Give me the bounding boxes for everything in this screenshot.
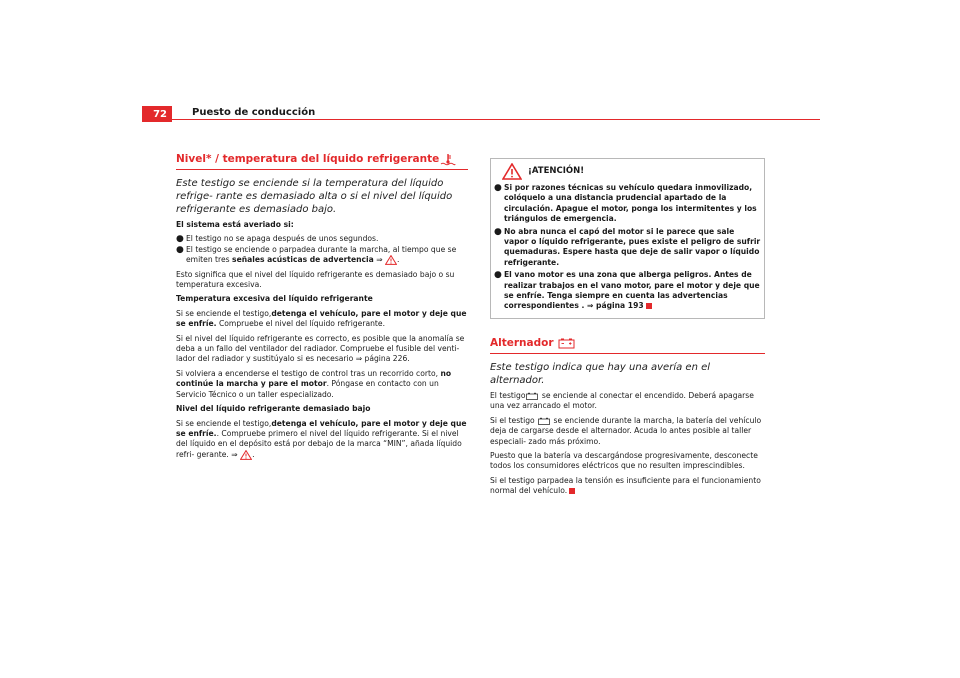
fault-bullet-2-part-a: El testigo se enciende o parpadea durante la marcha, al tiempo que se emiten tres <box>186 244 457 265</box>
level-p-end: . <box>252 449 255 459</box>
warning-header <box>502 163 761 180</box>
fault-bullet-1 <box>176 234 468 244</box>
alternator-section-title <box>490 337 765 354</box>
warning-triangle-icon <box>502 163 522 180</box>
battery-icon <box>558 337 576 349</box>
alt-p2-a: Si el testigo <box>490 415 535 425</box>
alternator-paragraph-3: Puesto que la batería va descargándose progresivamente, desconecte todos los consumidores eléctricos que no resulten imprescindibles. <box>490 450 758 471</box>
warning-triangle-icon <box>385 255 400 265</box>
alternator-paragraph-4 <box>490 476 765 497</box>
bullet-dot: ● <box>494 183 502 193</box>
bullet-dot: ● <box>494 226 502 237</box>
temp-p1-c: Compruebe el nivel del líquido refrigerante. <box>216 319 385 329</box>
left-column <box>176 153 468 464</box>
level-p-emphasis: detenga el vehículo, pare el motor y deje que se enfríe. <box>176 418 467 438</box>
fault-bullet-1-text: El testigo no se apaga después de unos segundos. <box>186 234 379 244</box>
bullet-dot: ● <box>494 270 502 281</box>
warning-item-1 <box>494 183 761 225</box>
acoustic-signals-emphasis: señales acústicas de advertencia <box>232 255 374 265</box>
coolant-temperature-icon <box>440 153 456 166</box>
end-of-section-marker <box>569 488 575 494</box>
alt-p2-b: se enciende durante la marcha, la batería del vehículo deja de cargarse desde el alternador. Acuda lo antes posible al taller especiali- zado más próximo. <box>490 415 762 446</box>
alt-p1-a: El testigo <box>490 390 526 400</box>
coolant-section-title <box>176 153 468 170</box>
level-p-c: . Compruebe primero el nivel del líquido refrigerante. Si el nivel del líquido en el depósito está por debajo de la marca “MIN”, añada líquido refri- gerante. <box>176 428 462 459</box>
temp-p1-a: Si se enciende el testigo, <box>176 308 272 318</box>
alternator-section-title-text: Alternador <box>490 336 554 349</box>
right-column <box>490 158 765 501</box>
level-paragraph <box>176 419 468 461</box>
temp-paragraph-2: Si el nivel del líquido refrigerante es correcto, es posible que la anomalía se deba a un fallo del ventilador del radiador. Compruebe el fusible del venti- lador del radiador y sustitúyalo si es necesario ⇒ página 226. <box>176 333 465 364</box>
header-divider <box>142 119 820 120</box>
temp-p1-emphasis: detenga el vehículo, pare el motor y deje que se enfríe. <box>176 308 467 329</box>
warning-item-3-body: El vano motor es una zona que alberga peligros. Antes de realizar trabajos en el vano motor, pare el motor y deje que se enfríe. Tenga siempre en cuenta las advertencias correspondientes . ⇒ página 193 <box>504 270 760 311</box>
warning-box <box>490 158 765 319</box>
warning-item-2-text: No abra nunca el capó del motor si le parece que sale vapor o líquido refrigerante, pues existe el peligro de sufrir quemaduras. Espere hasta que deje de salir vapor o líquido refrigerante. <box>504 226 761 267</box>
alternator-section-subtitle: Este testigo indica que hay una avería en el alternador. <box>490 361 711 386</box>
battery-icon <box>538 417 550 425</box>
coolant-section-title-text: Nivel* / temperatura del líquido refrigerante <box>176 153 440 165</box>
alt-p1-b: se enciende al conectar el encendido. Deberá apagarse una vez arrancado el motor. <box>490 390 754 411</box>
temp-paragraph-1 <box>176 309 468 330</box>
alternator-paragraph-2 <box>490 416 765 447</box>
battery-icon <box>526 392 538 400</box>
temp-heading: Temperatura excesiva del líquido refrigerante <box>176 294 373 304</box>
level-p-a: Si se enciende el testigo, <box>176 418 272 428</box>
temp-paragraph-3 <box>176 369 468 400</box>
fault-bullet-2-text <box>186 245 468 266</box>
warning-item-3 <box>494 270 761 312</box>
alternator-paragraph-1 <box>490 391 765 412</box>
fault-bullet-2-end: . <box>397 255 400 265</box>
alt-p4-text: Si el testigo parpadea la tensión es insuficiente para el funcionamiento normal del vehículo. <box>490 475 761 496</box>
page-number: 72 <box>142 106 172 122</box>
meaning-paragraph: Esto significa que el nivel del líquido refrigerante es demasiado bajo o su temperatura excesiva. <box>176 269 455 290</box>
warning-item-3-text <box>504 270 761 312</box>
reference-arrow: ⇒ <box>231 449 238 459</box>
reference-arrow: ⇒ <box>376 255 383 265</box>
warning-title: ¡ATENCIÓN! <box>528 166 585 177</box>
temp-p3-emphasis: no continúe la marcha y pare el motor <box>176 368 452 389</box>
bullet-dot: ● <box>176 244 184 255</box>
page-header-title: Puesto de conducción <box>192 107 316 118</box>
end-of-section-marker <box>646 303 652 309</box>
warning-item-2 <box>494 227 761 269</box>
bullet-dot: ● <box>176 234 184 245</box>
coolant-section-subtitle: Este testigo se enciende si la temperatura del líquido refrige- rante es demasiado alta o si el nivel del líquido refrigerante es demasiado bajo. <box>176 178 453 215</box>
warning-item-1-text: Si por razones técnicas su vehículo quedara inmovilizado, colóquelo a una distancia prudencial apartado de la circulación. Apague el motor, ponga los intermitentes y los triángulos de emergencia. <box>504 183 757 224</box>
temp-p3-a: Si volviera a encenderse el testigo de control tras un recorrido corto, <box>176 368 439 378</box>
temp-p3-c: . Póngase en contacto con un Servicio Técnico o un taller especializado. <box>176 379 439 399</box>
level-heading: Nivel del líquido refrigerante demasiado bajo <box>176 404 371 414</box>
fault-heading: El sistema está averiado si: <box>176 220 294 229</box>
warning-triangle-icon <box>240 449 255 460</box>
fault-bullet-2 <box>176 245 468 266</box>
